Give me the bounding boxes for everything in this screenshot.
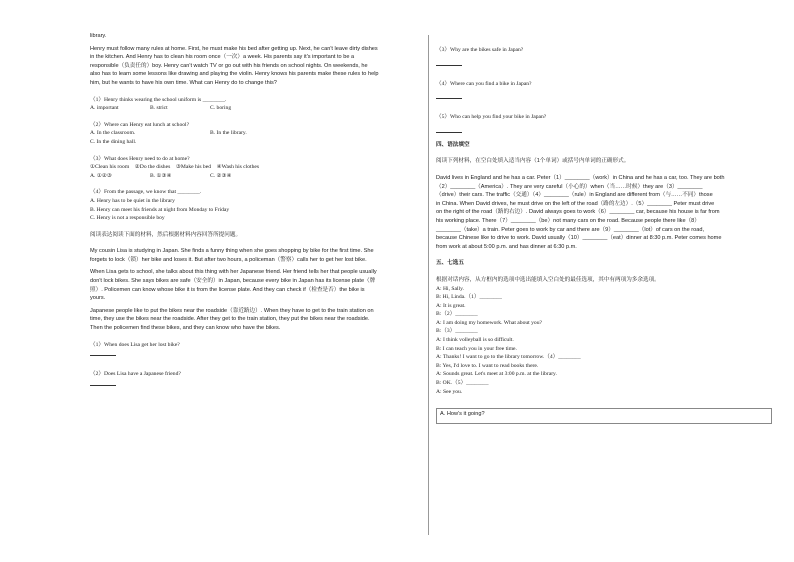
passage-line: David lives in England and he has a car. Peter（1）________（work）in China and he has a car, too. They are both xyxy=(436,174,725,181)
section-5-title: 五、七选五 xyxy=(436,260,464,267)
option-a[interactable]: A. In the classroom. xyxy=(90,130,136,137)
question-1 xyxy=(90,96,418,113)
reading-question-2: （2）Does Lisa have a Japanese friend? xyxy=(90,371,181,378)
option-b[interactable]: B. Henry can meet his friends at night from Monday to Friday xyxy=(90,206,230,213)
passage-lisa xyxy=(90,247,418,332)
question-stem: （2）Where can Henry eat lunch at school? xyxy=(90,121,190,128)
options-box xyxy=(436,408,772,424)
column-divider xyxy=(428,35,429,535)
question-2 xyxy=(90,121,418,147)
passage-line: him, but he wants to have his own time. What can Henry do to change this? xyxy=(90,79,277,86)
answer-line[interactable] xyxy=(90,349,116,356)
reading-question-5: （5）Who can help you find your bike in Japan? xyxy=(436,114,547,121)
intro-tail: library. xyxy=(90,33,107,39)
reading-question-1: （1）When does Lisa get her lost bike? xyxy=(90,341,180,348)
passage-line: （2）________（America）. They are very careful（小心的）when（当……时候）they are（3）________ xyxy=(436,183,703,190)
question-stem: （1）Henry thinks wearing the school uniform is ________. xyxy=(90,96,227,103)
option-c[interactable]: C. ②③④ xyxy=(210,172,232,179)
section-5-instruction: 根据对话内容，从方框内的选项中选出能填入空白处的最佳选项，其中有两项为多余选项。 xyxy=(436,276,660,283)
passage-line: from work at about 5:00 p.m. and has dinner at 6:30 p.m. xyxy=(436,243,577,250)
answer-line[interactable] xyxy=(436,59,462,66)
question-stem: （4）From the passage, we know that ________. xyxy=(90,189,202,196)
reading-instruction: 阅读表达阅读下面的材料，然后根据材料内容回答所提问题。 xyxy=(90,231,242,238)
dialogue-line: B:（3）________ xyxy=(436,328,478,335)
dialogue-line: B: Hi, Linda.（1）________ xyxy=(436,294,502,301)
passage-line: on the right of the road（路的右边）. David always goes to work（6）________ car, because his house is far from xyxy=(436,209,720,216)
dialogue-line: B: OK.（5）________ xyxy=(436,380,489,387)
answer-line[interactable] xyxy=(436,92,462,99)
left-column xyxy=(90,32,418,386)
passage-line: My cousin Lisa is studying in Japan. She finds a funny thing when she goes shopping by bike for the first time. She xyxy=(90,248,374,255)
passage-line: because Chinese like to drive to work. David usually（10）________（eat）dinner at 8:30 p.m. Peter comes home xyxy=(436,235,722,242)
passage-line: forgets to lock（锁）her bike and loses it. But after two hours, a policeman（警察）calls her to get her lost bike. xyxy=(90,256,367,263)
passage-line: 照）. Policemen can know whose bike it is from the license plate. And they can check if（检查是否）the bike is xyxy=(90,286,365,293)
passage-line: responsible（负责任的）boy. Henry can't watch TV or go out with his friends on school nights. On weekends, he xyxy=(90,62,368,69)
answer-line[interactable] xyxy=(436,126,462,133)
dialogue-line: A: I am doing my homework. What about you? xyxy=(436,319,543,326)
passage-line: （drive）their cars. The traffic（交通）（4）________（rule）in England are different from（与……不同）those xyxy=(436,192,713,199)
reading-question-3: （3）Why are the bikes safe in Japan? xyxy=(436,47,524,53)
option-a: A. How's it going? xyxy=(440,411,485,418)
dialogue-line: A: Hi, Sally. xyxy=(436,285,464,292)
grammar-passage xyxy=(436,174,772,251)
question-4 xyxy=(90,188,418,222)
reading-question-4: （4）Where can you find a bike in Japan? xyxy=(436,80,532,87)
passage-line: Japanese people like to put the bikes near the roadside（靠近路边）. When they have to get to the train station on xyxy=(90,307,374,314)
passage-line: time, they use the bikes near the roadside. After they get to the train station, they put the bikes near the roadside. xyxy=(90,316,370,323)
passage-line: ________（take）a train. Peter goes to work by car and there are（9）________（lot）of cars on the road, xyxy=(436,226,705,233)
option-a[interactable]: A. ①②③ xyxy=(90,172,112,179)
right-column xyxy=(436,32,772,424)
passage-line: don't lock bikes. She says bikes are safe（安全的）in Japan, because every bike in Japan has its license plate（牌 xyxy=(90,278,376,285)
answer-line[interactable] xyxy=(90,379,116,386)
question-stem: （3）What does Henry need to do at home? xyxy=(90,155,190,162)
option-b[interactable]: B. strict xyxy=(150,105,168,112)
passage-line: in China. When David drives, he must drive on the left of the road（路的左边）.（5）________ Peter must drive xyxy=(436,200,715,207)
passage-line: When Lisa gets to school, she talks about this thing with her Japanese friend. Her friend tells her that people usually xyxy=(90,269,377,276)
dialogue-line: A: Sounds great. Let's meet at 3:00 p.m. at the library. xyxy=(436,371,557,378)
option-c[interactable]: C. Henry is not a responsible boy xyxy=(90,215,165,222)
section-4-title: 四、语法填空 xyxy=(436,141,470,148)
dialogue-line: A: See you. xyxy=(436,388,463,395)
passage-line: also has to learn some lessons like drawing and playing the violin. Henry knows his parents make these rules to help xyxy=(90,71,379,78)
question-items: ①Clean his room ②Do the dishes ③Make his bed ④Wash his clothes xyxy=(90,164,260,171)
passage-line: Then the policemen find these bikes, and they can know who have the bikes. xyxy=(90,325,281,332)
passage-line: in the kitchen. And Henry has to clean his room once（一次）a week. His parents say it's important to be a xyxy=(90,54,355,61)
option-b[interactable]: B. In the library. xyxy=(210,130,247,137)
passage-line: yours. xyxy=(90,295,106,302)
section-4-instruction: 阅读下列材料，在空白处填入适当内容（1个单词）或括号内单词的正确形式。 xyxy=(436,158,630,165)
question-3 xyxy=(90,155,418,181)
dialogue-line: A: It is great. xyxy=(436,302,466,309)
passage-line: Henry must follow many rules at home. First, he must make his bed after getting up. Next, he can't leave dirty dishes xyxy=(90,45,378,52)
dialogue-line: A: Thanks! I want to go to the library tomorrow.（4）________ xyxy=(436,354,581,361)
dialogue-line: B:（2）________ xyxy=(436,311,478,318)
option-c[interactable]: C. boring xyxy=(210,105,232,112)
dialogue-line: B: Yes, I'd love to. I want to read books there. xyxy=(436,362,539,369)
dialogue xyxy=(436,285,772,397)
passage-henry xyxy=(90,45,418,88)
option-b[interactable]: B. ①③④ xyxy=(150,172,172,179)
option-a[interactable]: A. important xyxy=(90,105,119,112)
option-a[interactable]: A. Henry has to be quiet in the library xyxy=(90,197,175,204)
option-c[interactable]: C. In the dining hall. xyxy=(90,138,137,145)
dialogue-line: A: I think volleyball is so difficult. xyxy=(436,337,514,344)
dialogue-line: B: I can teach you in your free time. xyxy=(436,345,517,352)
passage-line: his working place. There（7）________（be）not many cars on the road. Because people there like（8） xyxy=(436,217,700,224)
